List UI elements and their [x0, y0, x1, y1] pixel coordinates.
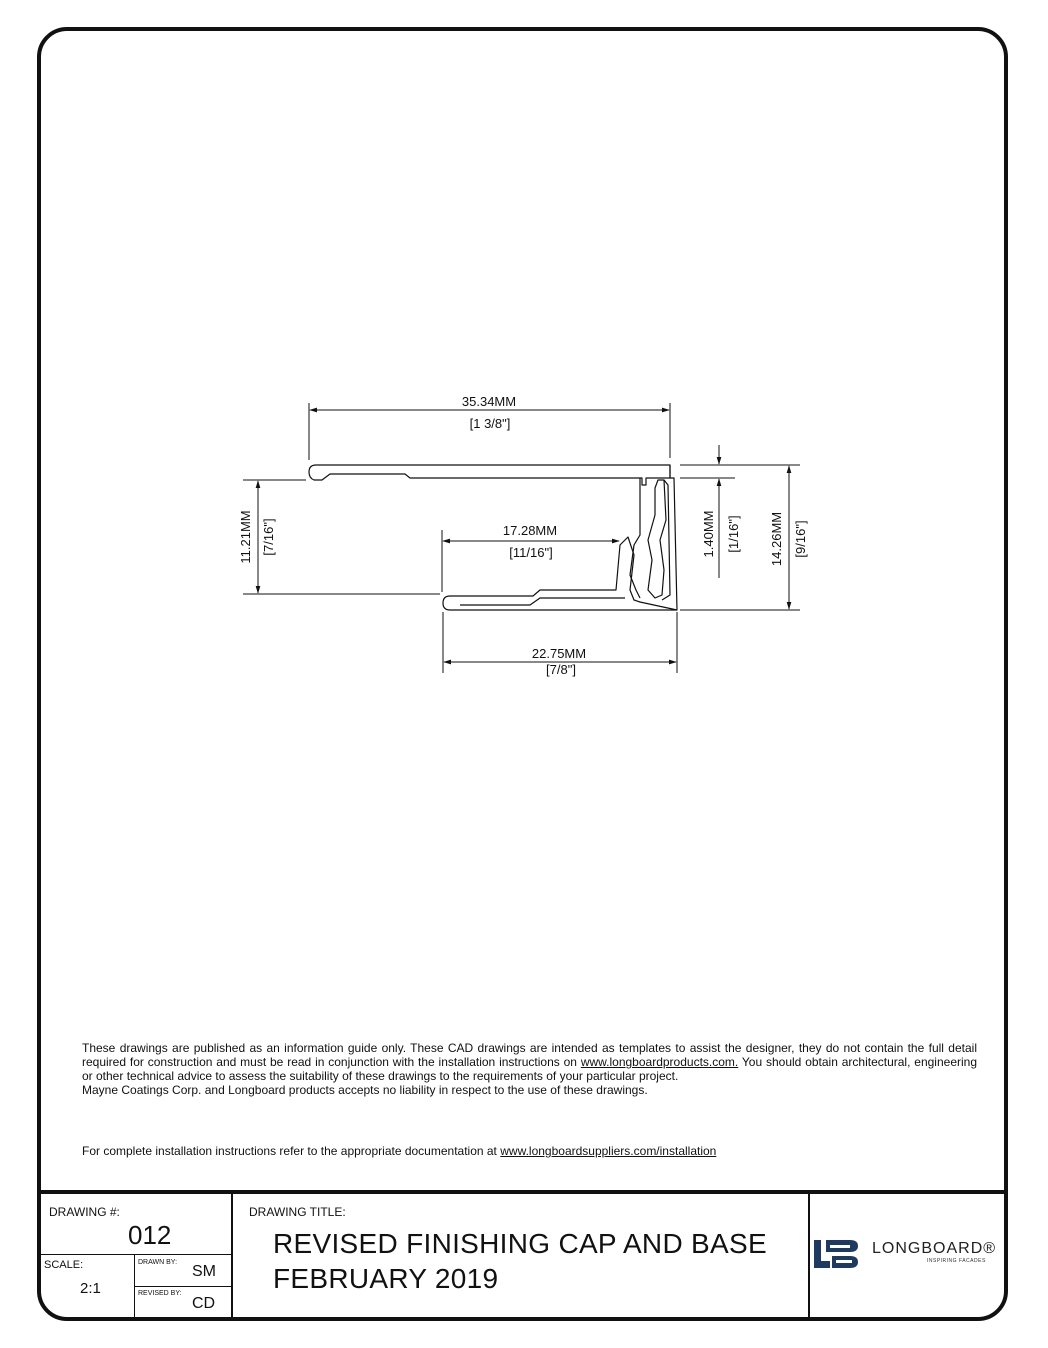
logo-mark-icon: [812, 1238, 862, 1270]
drawing-number-label: DRAWING #:: [49, 1205, 120, 1219]
inner-width-in: [11/16"]: [509, 545, 553, 560]
base-width-mm: 22.75MM: [531, 646, 587, 661]
disclaimer-paragraph: [82, 1041, 977, 1083]
title-block-rule-scale: [39, 1254, 232, 1255]
disclaimer: [82, 1041, 977, 1097]
top-width-in: [1 3/8"]: [469, 416, 511, 431]
left-height-mm: 11.21MM: [238, 510, 253, 564]
title-block-divider-2: [808, 1193, 810, 1317]
lip-mm: 1.40MM: [701, 510, 716, 558]
drawn-by-label: DRAWN BY:: [138, 1259, 178, 1266]
logo-tagline: INSPIRING FACADES: [927, 1258, 986, 1264]
longboard-logo: [812, 1234, 1006, 1274]
total-height-mm: 14.26MM: [769, 511, 784, 567]
scale-label: SCALE:: [44, 1259, 84, 1271]
revised-by: CD: [192, 1295, 216, 1312]
title-block-rule-revised: [134, 1286, 232, 1287]
profile-outline: [309, 465, 677, 610]
installation-note: [82, 1144, 716, 1158]
drawing-title-label: DRAWING TITLE:: [249, 1205, 346, 1219]
inner-width-mm: 17.28MM: [502, 523, 558, 538]
drawing-number: 012: [128, 1220, 172, 1250]
lip-in: [1/16"]: [726, 515, 741, 553]
dimension-lines: [243, 403, 800, 673]
installation-text: For complete installation instructions refer to the appropriate documentation at: [82, 1144, 501, 1158]
scale-value: 2:1: [80, 1280, 101, 1297]
revised-by-label: REVISED BY:: [138, 1290, 182, 1297]
top-width-mm: 35.34MM: [461, 394, 517, 409]
title-block-top-rule: [39, 1190, 1006, 1194]
drawing-title-line-2: FEBRUARY 2019: [273, 1263, 499, 1294]
drawn-by: SM: [192, 1263, 216, 1280]
logo-wordmark: LONGBOARD®: [872, 1240, 997, 1257]
products-link[interactable]: www.longboardproducts.com.: [580, 1055, 739, 1069]
disclaimer-text: These drawings are published as an information guide only. These CAD drawings are intended as templates to assist the designer, they do not contain the full detail required for construction and must be read in conjunction with the installation instructions on: [82, 1041, 977, 1069]
title-block-divider-1: [231, 1193, 233, 1317]
installation-link[interactable]: www.longboardsuppliers.com/installation: [500, 1144, 717, 1158]
total-height-in: [9/16"]: [793, 520, 808, 558]
disclaimer-text-2: You should obtain architectural, engineering or other technical advice to assess the suitability of these drawings to the requirements of your particular project.: [82, 1055, 977, 1083]
dimension-labels: [238, 394, 808, 677]
drawing-title-line-1: REVISED FINISHING CAP AND BASE: [273, 1228, 767, 1259]
left-height-in: [7/16"]: [261, 518, 276, 556]
liability-text: Mayne Coatings Corp. and Longboard products accepts no liability in respect to the use of these drawings.: [82, 1083, 648, 1097]
base-width-in: [7/8"]: [546, 662, 576, 677]
